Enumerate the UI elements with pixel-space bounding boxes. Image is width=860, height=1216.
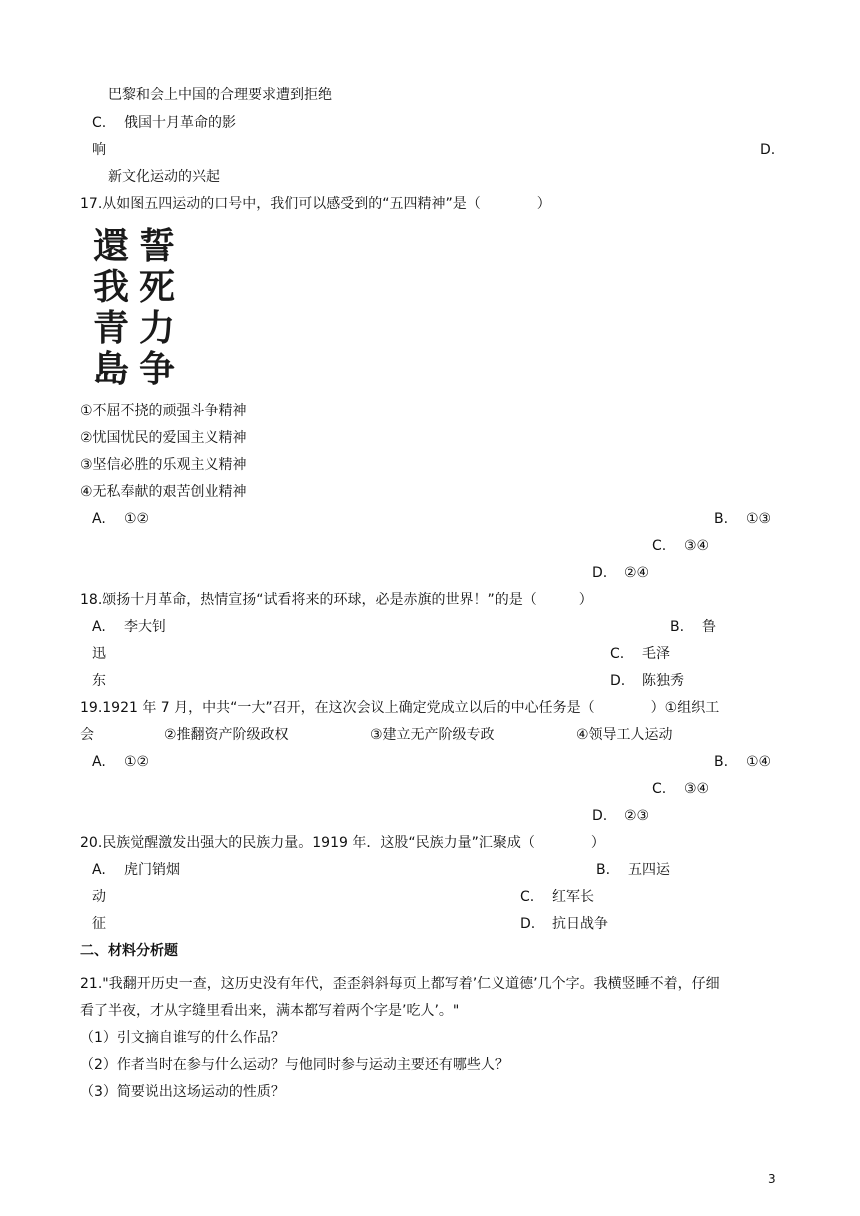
slogan-char: 争 bbox=[138, 348, 175, 390]
q18-option-c-text-wrap: 东 bbox=[92, 673, 106, 689]
q20-option-a-text: 虎门销烟 bbox=[124, 862, 180, 878]
q17-option-b-letter: B. bbox=[714, 511, 729, 527]
q20-option-b-text: 五四运 bbox=[628, 862, 670, 878]
q17-slogan-image bbox=[88, 226, 184, 390]
q18-option-b-text: 鲁 bbox=[702, 619, 716, 635]
q19-item-3: ③建立无产阶级专政 bbox=[370, 727, 495, 743]
q20-option-b-letter: B. bbox=[596, 862, 611, 878]
q20-stem: 20.民族觉醒激发出强大的民族力量。1919 年．这股“民族力量”汇聚成（ ） bbox=[80, 835, 605, 851]
q19-option-d-text: ②③ bbox=[624, 808, 650, 824]
q20-option-c-text: 红军长 bbox=[552, 889, 594, 905]
q19-item-2: ②推翻资产阶级政权 bbox=[164, 727, 289, 743]
q21-quote-line1: 21."我翻开历史一查，这历史没有年代，歪歪斜斜每页上都写着’仁义道德’几个字。我横竖睡不着，仔细 bbox=[80, 976, 720, 992]
q16-option-c-text-wrap: 响 bbox=[92, 142, 106, 158]
q18-option-b-letter: B. bbox=[670, 619, 685, 635]
q16-option-b-text: 巴黎和会上中国的合理要求遭到拒绝 bbox=[108, 87, 332, 103]
q18-option-d-letter: D. bbox=[610, 673, 626, 689]
slogan-char: 誓 bbox=[138, 225, 175, 267]
slogan-char: 死 bbox=[138, 266, 175, 308]
q17-option-a-letter: A. bbox=[92, 511, 106, 527]
q18-option-d-text: 陈独秀 bbox=[642, 673, 684, 689]
q19-option-b-text: ①④ bbox=[746, 754, 772, 770]
q21-sub-question-1: （1）引文摘自谁写的什么作品？ bbox=[80, 1030, 285, 1046]
q19-item-4: ④领导工人运动 bbox=[576, 727, 673, 743]
q20-option-b-text-wrap: 动 bbox=[92, 889, 106, 905]
q21-sub-question-3: （3）简要说出这场运动的性质？ bbox=[80, 1084, 285, 1100]
q18-option-c-text: 毛泽 bbox=[642, 646, 670, 662]
q20-option-d-text: 抗日战争 bbox=[552, 916, 608, 932]
q21-quote-line2: 看了半夜，才从字缝里看出来，满本都写着两个字是’吃人’。" bbox=[80, 1003, 460, 1019]
slogan-char: 島 bbox=[92, 348, 129, 390]
q19-option-c-letter: C. bbox=[652, 781, 667, 797]
q21-sub-question-2: （2）作者当时在参与什么运动？与他同时参与运动主要还有哪些人？ bbox=[80, 1057, 509, 1073]
q20-option-a-letter: A. bbox=[92, 862, 106, 878]
q17-option-c-letter: C. bbox=[652, 538, 667, 554]
q17-option-a-text: ①② bbox=[124, 511, 150, 527]
q19-option-a-letter: A. bbox=[92, 754, 106, 770]
q16-option-c-letter: C. bbox=[92, 115, 107, 131]
q17-option-d-text: ②④ bbox=[624, 565, 650, 581]
q17-option-d-letter: D. bbox=[592, 565, 608, 581]
section-heading: 二、材料分析题 bbox=[80, 943, 178, 959]
q19-option-c-text: ③④ bbox=[684, 781, 710, 797]
q18-option-c-letter: C. bbox=[610, 646, 625, 662]
q20-option-c-letter: C. bbox=[520, 889, 535, 905]
slogan-char: 還 bbox=[92, 225, 129, 267]
slogan-char: 青 bbox=[92, 307, 129, 349]
q17-item-4: ④无私奉献的艰苦创业精神 bbox=[80, 484, 247, 500]
slogan-char: 我 bbox=[92, 266, 129, 308]
q20-option-d-letter: D. bbox=[520, 916, 536, 932]
q18-option-a-text: 李大钊 bbox=[124, 619, 166, 635]
q17-item-3: ③坚信必胜的乐观主义精神 bbox=[80, 457, 247, 473]
q16-option-c-text: 俄国十月革命的影 bbox=[124, 115, 236, 131]
q17-stem: 17.从如图五四运动的口号中，我们可以感受到的“五四精神”是（ ） bbox=[80, 196, 551, 212]
q17-item-1: ①不屈不挠的顽强斗争精神 bbox=[80, 403, 247, 419]
q19-stem-line1: 19.1921 年 7 月，中共“一大”召开，在这次会议上确定党成立以后的中心任务是（ ）①组织工 bbox=[80, 700, 720, 716]
q17-item-2: ②忧国忧民的爱国主义精神 bbox=[80, 430, 247, 446]
q17-option-b-text: ①③ bbox=[746, 511, 772, 527]
q18-stem: 18.颂扬十月革命，热情宣扬“试看将来的环球，必是赤旗的世界！”的是（ ） bbox=[80, 592, 593, 608]
slogan-char: 力 bbox=[138, 307, 175, 349]
q17-option-c-text: ③④ bbox=[684, 538, 710, 554]
q16-option-d-letter: D. bbox=[760, 142, 776, 158]
q19-option-d-letter: D. bbox=[592, 808, 608, 824]
q19-option-b-letter: B. bbox=[714, 754, 729, 770]
page-number: 3 bbox=[768, 1172, 776, 1186]
q19-option-a-text: ①② bbox=[124, 754, 150, 770]
q18-option-b-text-wrap: 迅 bbox=[92, 646, 106, 662]
q20-option-c-text-wrap: 征 bbox=[92, 916, 106, 932]
q18-option-a-letter: A. bbox=[92, 619, 106, 635]
q16-option-d-text: 新文化运动的兴起 bbox=[108, 169, 220, 185]
q19-stem-line2-prefix: 会 bbox=[80, 727, 94, 743]
